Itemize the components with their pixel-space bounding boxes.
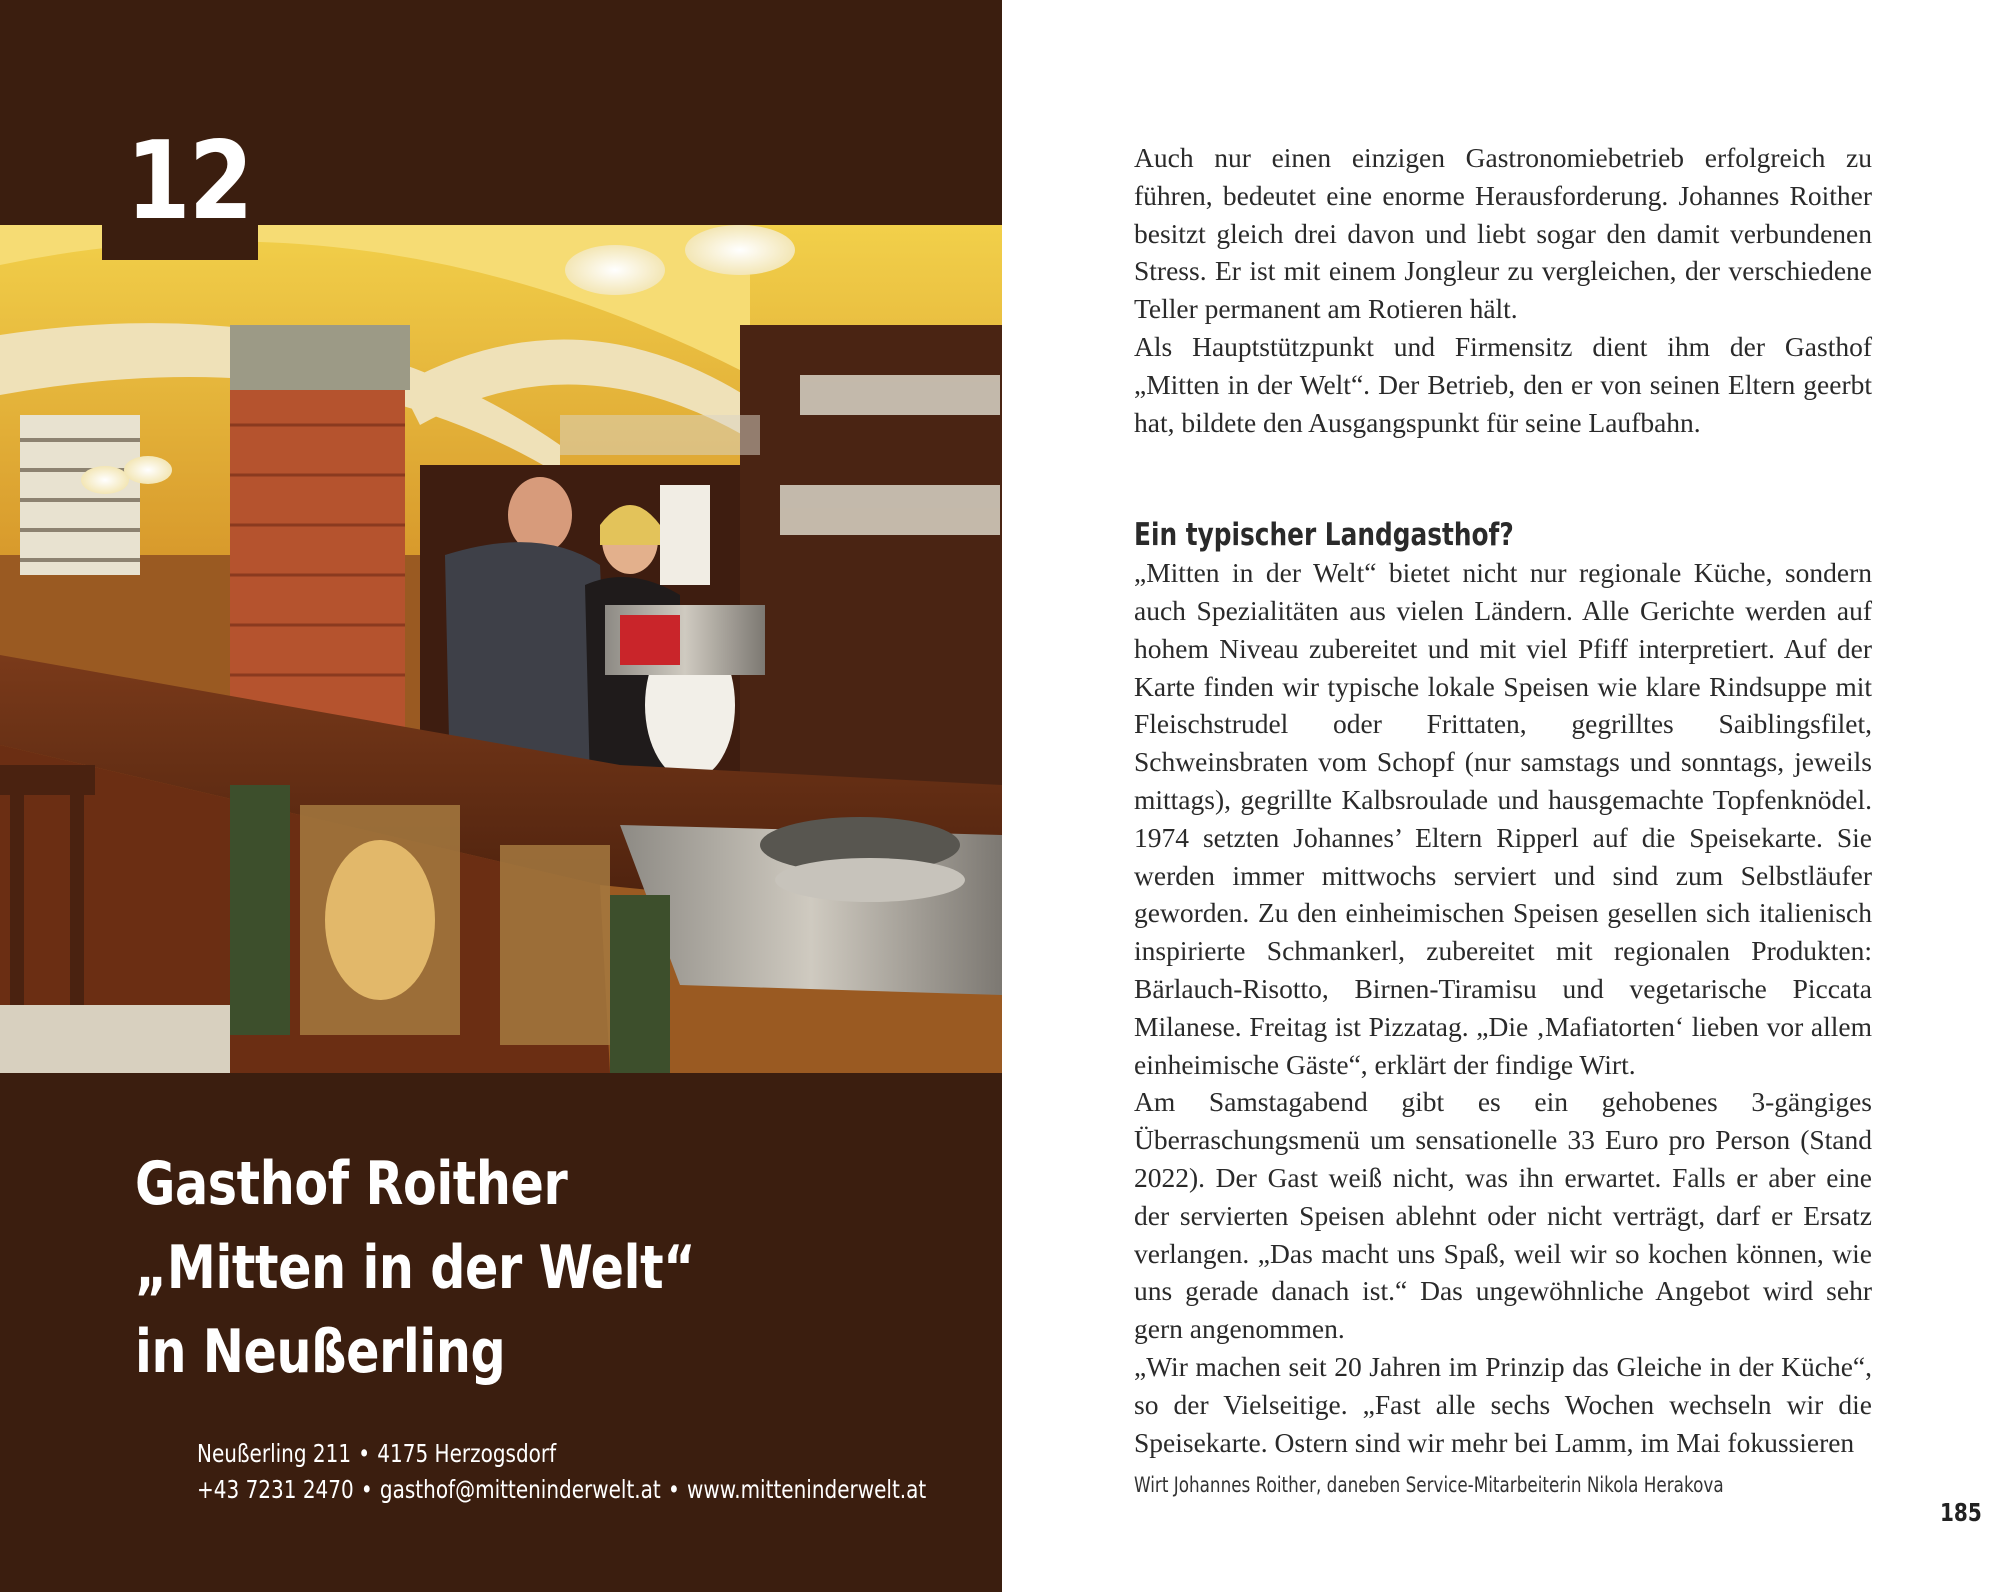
address-line <box>197 1436 926 1472</box>
restaurant-title <box>135 1142 695 1394</box>
email-address: gasthof@mitteninderwelt.at <box>379 1475 661 1504</box>
website-link: www.mitteninderwelt.at <box>686 1475 927 1504</box>
article-body <box>1134 139 1872 1461</box>
page-number: 185 <box>1940 1498 1982 1527</box>
town: 4175 Herzogsdorf <box>377 1439 557 1468</box>
bar-interior-image <box>0 225 1002 1073</box>
title-line-1: Gasthof Roither <box>135 1149 568 1219</box>
bullet-separator: • <box>358 1439 371 1468</box>
intro-paragraph: Als Hauptstützpunkt und Firmensitz dient ihm der Gasthof „Mitten in der Welt“. Der Betrieb, den er von seinen Eltern geerbt hat, bildete den Ausgangspunkt für seine Laufbahn. <box>1134 330 1872 438</box>
photo-caption: Wirt Johannes Roither, daneben Service-Mitarbeiterin Nikola Herakova <box>1134 1473 1724 1497</box>
street: Neußerling 211 <box>197 1439 352 1468</box>
intro-paragraph: Auch nur einen einzigen Gastronomiebetrieb erfolgreich zu führen, bedeutet eine enorme Herausforderung. Johannes Roither besitzt gleich drei davon und liebt sogar den damit verbundenen Stress. Er ist mit einem Jongleur zu vergleichen, der verschiedene Teller permanent am Rotieren hält. <box>1134 142 1872 325</box>
section-heading: Ein typischer Landgasthof? <box>1134 517 1514 554</box>
section-paragraph: Am Samstagabend gibt es ein gehobenes 3-gängiges Überraschungsmenü um sensationelle 33 Euro pro Person (Stand 2022). Der Gast weiß nicht, was ihn erwartet. Falls er aber eine der servierten Speisen ablehnt oder nicht verträgt, darf er Ersatz verlangen. „Das macht uns Spaß, weil wir so kochen können, wie uns gerade danach ist.“ Das ungewöhnliche Angebot wird sehr gern angenommen. <box>1134 1086 1872 1345</box>
right-page <box>1002 0 2000 1592</box>
title-line-3: in Neußerling <box>135 1317 506 1387</box>
title-line-2: „Mitten in der Welt“ <box>135 1233 696 1303</box>
chapter-number: 12 <box>126 119 252 244</box>
contact-info <box>197 1436 926 1508</box>
paragraph-gap <box>1134 441 1872 479</box>
section-paragraph: „Wir machen seit 20 Jahren im Prinzip das Gleiche in der Küche“, so der Vielseitige. „Fast alle sechs Wochen wechseln wir die Speisekarte. Ostern sind wir mehr bei Lamm, im Mai fokussieren <box>1134 1350 1872 1458</box>
bullet-separator: • <box>360 1475 373 1504</box>
bullet-separator: • <box>667 1475 680 1504</box>
contact-line <box>197 1472 926 1508</box>
section-paragraph: „Mitten in der Welt“ bietet nicht nur regionale Küche, sondern auch Spezialitäten aus vielen Ländern. Alle Gerichte werden auf hohem Niveau zubereitet und mit viel Pfiff interpretiert. Auf der Karte finden wir typische lokale Speisen wie klare Rindsuppe mit Fleischstrudel oder Frittaten, gegrilltes Saiblingsfilet, Schweinsbraten vom Schopf (nur samstags und sonntags, jeweils mittags), gegrillte Kalbsroulade und hausgemachte Topfenknödel. 1974 setzten Johannes’ Eltern Ripperl auf die Speisekarte. Sie werden immer mittwochs serviert und sind zum Selbstläufer geworden. Zu den einheimischen Speisen gesellen sich italienisch inspirierte Schmankerl, zubereitet mit regionalen Produkten: Bärlauch-Risotto, Birnen-Tiramisu und vegetarische Piccata Milanese. Freitag ist Pizzatag. „Die ‚Mafiatorten‘ lieben vor allem einheimische Gäste“, erklärt der findige Wirt. <box>1134 557 1872 1080</box>
phone-number: +43 7231 2470 <box>197 1475 354 1504</box>
restaurant-photo <box>0 225 1002 1073</box>
